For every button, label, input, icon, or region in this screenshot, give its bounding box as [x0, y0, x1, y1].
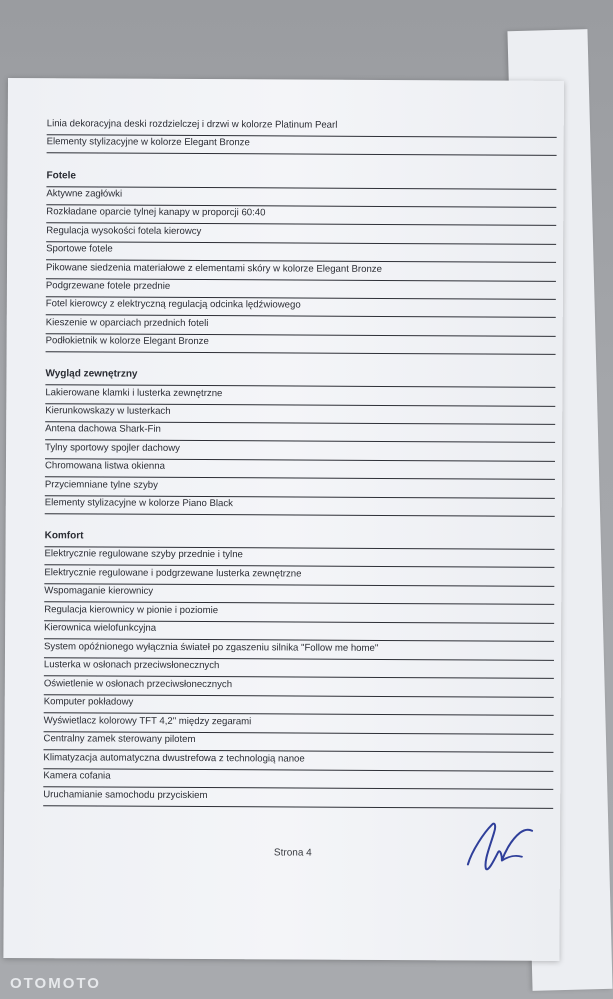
list-item: Wyświetlacz kolorowy TFT 4,2" między zegarami — [44, 713, 554, 735]
list-item: Pikowane siedzenia materiałowe z elementami skóry w kolorze Elegant Bronze — [46, 260, 556, 282]
section-heading: Wygląd zewnętrzny — [45, 366, 555, 388]
page-number: Strona 4 — [273, 847, 312, 859]
list-item: Klimatyzacja automatyczna dwustrefowa z technologią nanoe — [43, 750, 553, 772]
list-item: Podłokietnik w kolorze Elegant Bronze — [46, 333, 556, 355]
equipment-list — [8, 78, 564, 802]
list-item: Kieszenie w oparciach przednich foteli — [46, 315, 556, 337]
list-item: Lusterka w osłonach przeciwsłonecznych — [44, 657, 554, 679]
document-page — [3, 78, 564, 961]
list-item: Centralny zamek sterowany pilotem — [43, 731, 553, 753]
list-item: System opóźnionego wyłącznia świateł po zgaszeniu silnika "Follow me home" — [44, 639, 554, 661]
list-item: Lakierowane klamki i lusterka zewnętrzne — [45, 385, 555, 407]
list-item: Aktywne zagłówki — [46, 186, 556, 208]
list-item: Oświetlenie w osłonach przeciwsłonecznych — [44, 676, 554, 698]
list-item: Elektrycznie regulowane i podgrzewane lusterka zewnętrzne — [44, 565, 554, 587]
list-item: Elektrycznie regulowane szyby przednie i tylne — [44, 546, 554, 568]
signature-icon — [462, 810, 552, 880]
list-item: Wspomaganie kierownicy — [44, 583, 554, 605]
section-heading: Fotele — [46, 168, 556, 190]
list-item: Antena dachowa Shark-Fin — [45, 421, 555, 443]
watermark-logo: OTOMOTO — [10, 975, 101, 992]
list-item: Rozkładane oparcie tylnej kanapy w proporcji 60:40 — [46, 204, 556, 226]
list-item: Sportowe fotele — [46, 241, 556, 263]
list-item: Linia dekoracyjna deski rozdzielczej i drzwi w kolorze Platinum Pearl — [47, 116, 557, 138]
section-heading: Komfort — [45, 528, 555, 550]
list-item: Chromowana listwa okienna — [45, 458, 555, 480]
list-item: Elementy stylizacyjne w kolorze Piano Black — [45, 495, 555, 517]
list-item: Kierownica wielofunkcyjna — [44, 620, 554, 642]
list-item: Kamera cofania — [43, 768, 553, 790]
list-item: Uruchamianie samochodu przyciskiem — [43, 787, 553, 809]
list-item: Kierunkowskazy w lusterkach — [45, 403, 555, 425]
list-item: Regulacja kierownicy w pionie i poziomie — [44, 602, 554, 624]
list-item: Tylny sportowy spojler dachowy — [45, 440, 555, 462]
list-item: Fotel kierowcy z elektryczną regulacją odcinka lędźwiowego — [46, 296, 556, 318]
list-item: Regulacja wysokości fotela kierowcy — [46, 223, 556, 245]
list-item: Przyciemniane tylne szyby — [45, 477, 555, 499]
list-item: Podgrzewane fotele przednie — [46, 278, 556, 300]
list-item: Komputer pokładowy — [44, 694, 554, 716]
list-item: Elementy stylizacyjne w kolorze Elegant Bronze — [47, 134, 557, 156]
